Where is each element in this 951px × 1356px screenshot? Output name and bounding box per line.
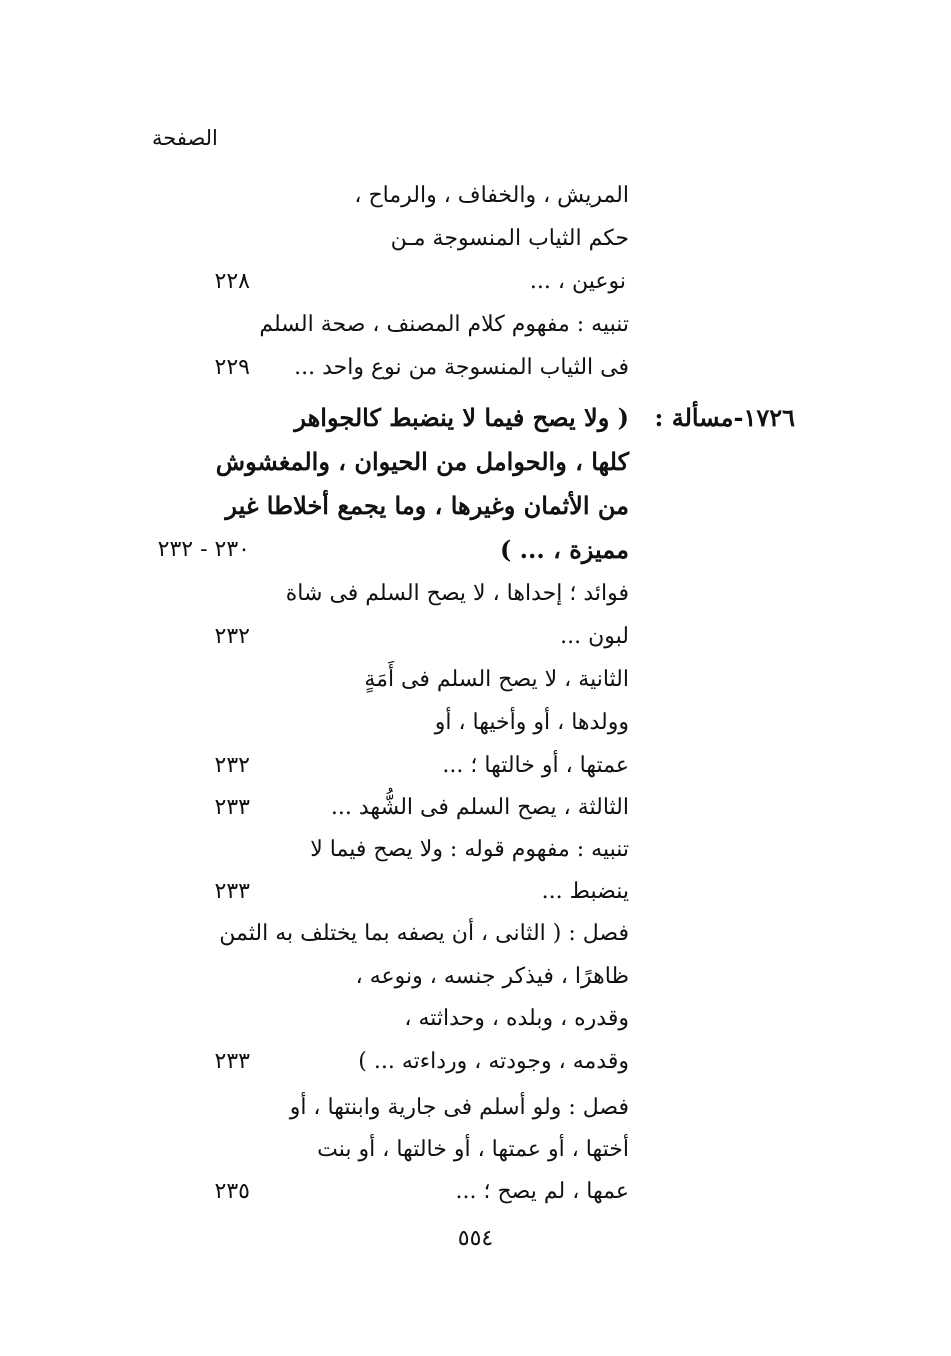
entry-line: أختها ، أو عمتها ، أو خالتها ، أو بنت [317, 1137, 629, 1162]
page-number: ٥٥٤ [457, 1226, 494, 1251]
entry-line: حكم الثياب المنسوجة مـن [390, 226, 629, 251]
entry-line: لبون ... [560, 624, 629, 649]
entry-line: عمها ، لم يصح ؛ ... [455, 1179, 629, 1204]
masala-number: ١٧٢٦-مسألة : [654, 403, 795, 432]
entry-line-bold: مميزة ، ... ) [499, 535, 629, 564]
page-ref: ٢٢٨ [214, 269, 250, 294]
entry-line: عمتها ، أو خالتها ؛ ... [442, 753, 629, 778]
entry-line: تنبيه : مفهوم قوله : ولا يصح فيما لا [310, 837, 629, 862]
entry-line: فوائد ؛ إحداها ، لا يصح السلم فى شاة [285, 581, 629, 606]
entry-line: فصل : ( الثانى ، أن يصفه بما يختلف به الثمن [219, 921, 629, 946]
page-ref: ٢٢٩ [214, 355, 250, 380]
page-ref: ٢٣٣ [214, 879, 250, 904]
entry-line-bold: من الأثمان وغيرها ، وما يجمع أخلاطا غير [225, 491, 629, 520]
entry-line-bold: كلها ، والحوامل من الحيوان ، والمغشوش [215, 447, 629, 476]
entry-line: تنبيه : مفهوم كلام المصنف ، صحة السلم [259, 312, 629, 337]
entry-line-bold: ( ولا يصح فيما لا ينضبط كالجواهر [294, 403, 629, 432]
entry-line: ينضبط ... [541, 879, 629, 904]
page-ref: ٢٣٥ [214, 1179, 250, 1204]
entry-line: الثانية ، لا يصح السلم فى أَمَةٍ [364, 667, 629, 692]
entry-line [530, 262, 626, 302]
entry-line: وولدها ، أو وأخيها ، أو [434, 710, 629, 735]
entry-line: فى الثياب المنسوجة من نوع واحد ... [294, 355, 629, 380]
page-ref: ٢٣٣ [214, 1049, 250, 1074]
page-ref: ٢٣٢ [214, 753, 250, 778]
page-column-header: الصفحة [152, 126, 218, 150]
entry-line: المريش ، والخفاف ، والرماح ، [354, 183, 629, 208]
page-ref: ٢٣٠ - ٢٣٢ [157, 537, 250, 562]
page-ref: ٢٣٢ [214, 624, 250, 649]
entry-line: وقدره ، وبلده ، وحداثته ، [404, 1006, 629, 1031]
entry-line-text: نوعين ، ... [529, 269, 626, 294]
entry-line: فصل : ولو أسلم فى جارية وابنتها ، أو [289, 1095, 629, 1120]
entry-line: ظاهرًا ، فيذكر جنسه ، ونوعه ، [355, 964, 629, 989]
entry-line: وقدمه ، وجودته ، ورداءته ... ) [358, 1049, 629, 1074]
entry-line: الثالثة ، يصح السلم فى الشُّهد ... [330, 795, 629, 820]
page-ref: ٢٣٣ [214, 795, 250, 820]
